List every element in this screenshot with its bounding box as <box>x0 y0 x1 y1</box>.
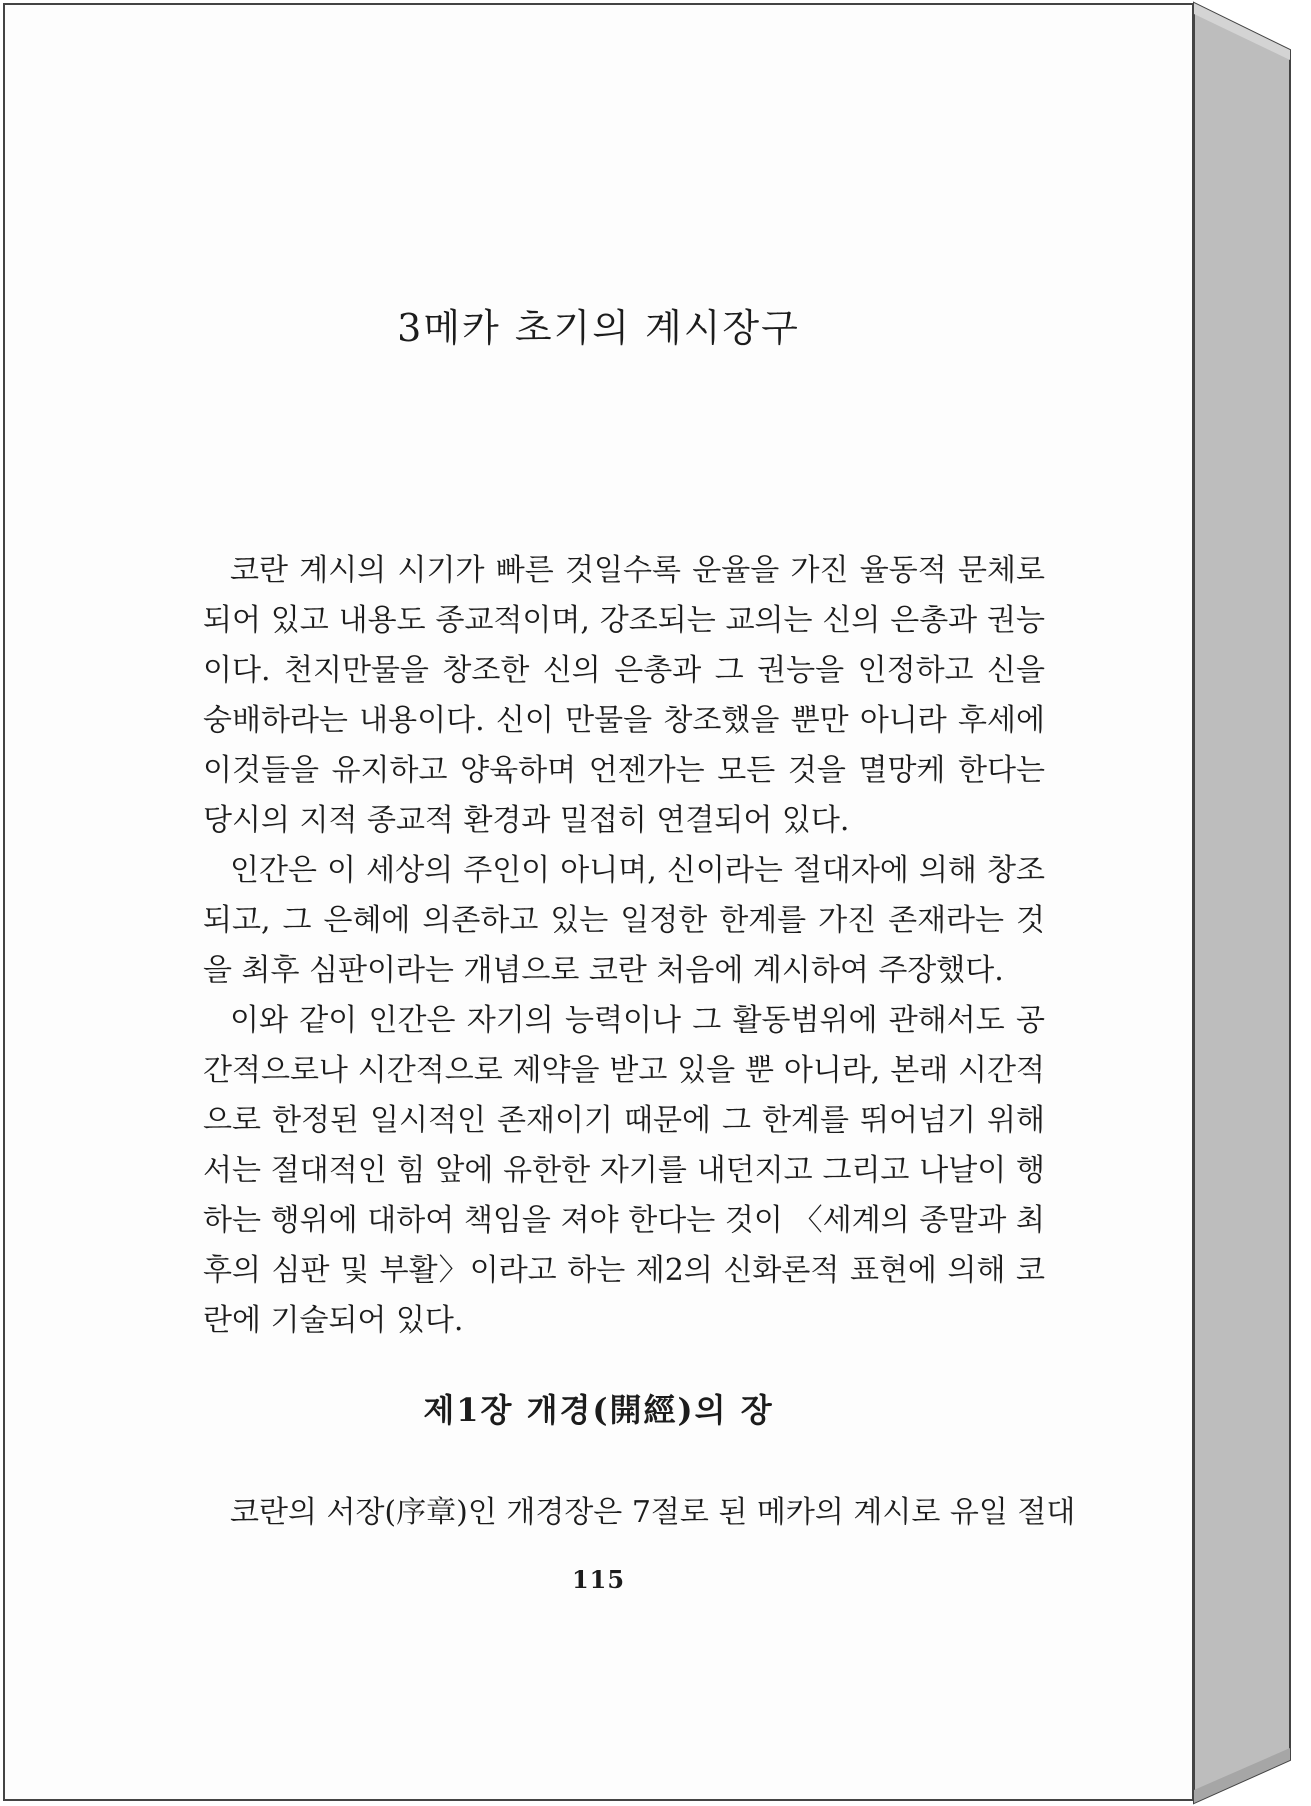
paragraph: 이와 같이 인간은 자기의 능력이나 그 활동범위에 관해서도 공간적으로나 시간적으로 제약을 받고 있을 뿐 아니라, 본래 시간적으로 한정된 일시적인 존재이기 때문에 그 한계를 뛰어넘기 위해서는 절대적인 힘 앞에 유한한 자기를 내던지고 그리고 나날이 행하는 행위에 대하여 책임을 져야 한다는 것이 〈세계의 종말과 최후의 심판 및 부활〉이라고 하는 제2의 신화론적 표현에 의해 코란에 기술되어 있다. <box>203 1003 1045 1338</box>
chapter-heading: 제1장 개경(開經)의 장 <box>423 1391 774 1429</box>
paragraph: 인간은 이 세상의 주인이 아니며, 신이라는 절대자에 의해 창조되고, 그 은혜에 의존하고 있는 일정한 한계를 가진 존재라는 것을 최후 심판이라는 개념으로 코란 처음에 계시하여 주장했다. <box>203 853 1045 988</box>
page-number: 115 <box>571 1565 626 1594</box>
chapter-intro-text: 코란의 서장(序章)인 개경장은 7절로 된 메카의 계시로 유일 절대 <box>230 1495 1076 1530</box>
book-page <box>3 3 1194 1801</box>
paragraph: 코란 계시의 시기가 빠른 것일수록 운율을 가진 율동적 문체로 되어 있고 내용도 종교적이며, 강조되는 교의는 신의 은총과 권능이다. 천지만물을 창조한 신의 은총과 그 권능을 인정하고 신을 숭배하라는 내용이다. 신이 만물을 창조했을 뿐만 아니라 후세에 이것들을 유지하고 양육하며 언젠가는 모든 것을 멸망케 한다는 당시의 지적 종교적 환경과 밀접히 연결되어 있다. <box>203 553 1045 838</box>
body-text <box>203 546 1045 1346</box>
section-heading: 3메카 초기의 계시장구 <box>397 306 800 350</box>
